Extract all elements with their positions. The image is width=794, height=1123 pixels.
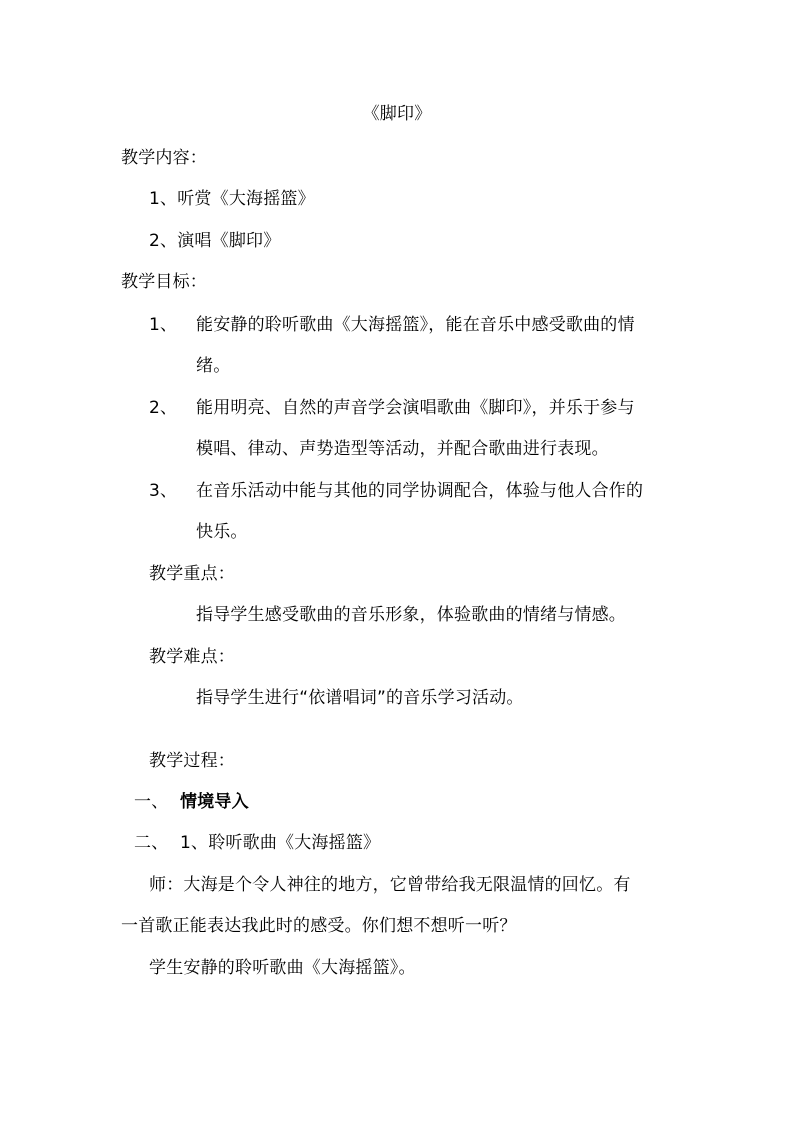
student-line: 学生安静的聆听歌曲《大海摇篮》。	[149, 958, 416, 978]
difficulty-heading: 教学难点：	[149, 647, 235, 667]
goal-3-line-1: 在音乐活动中能与其他的同学协调配合，体验与他人合作的	[196, 481, 644, 501]
goal-3-line-2: 快乐。	[196, 522, 248, 542]
goal-2-line-2: 模唱、律动、声势造型等活动，并配合歌曲进行表现。	[196, 439, 609, 459]
goals-heading: 教学目标：	[121, 272, 207, 292]
goal-1-line-1: 能安静的聆听歌曲《大海摇篮》，能在音乐中感受歌曲的情	[196, 315, 635, 335]
content-item-2: 2、演唱《脚印》	[149, 231, 281, 251]
teacher-line-2: 一首歌正能表达我此时的感受。你们想不想听一听？	[121, 916, 517, 936]
goal-2-line-1: 能用明亮、自然的声音学会演唱歌曲《脚印》，并乐于参与	[196, 398, 635, 418]
process-section-2-number: 二、	[134, 833, 169, 853]
process-section-1-title: 情境导入	[180, 792, 249, 812]
content-heading: 教学内容：	[121, 148, 207, 168]
teacher-line-1: 师：大海是个令人神往的地方，它曾带给我无限温情的回忆。有	[149, 875, 631, 895]
goal-1-number: 1、	[149, 315, 178, 335]
goal-1-line-2: 绪。	[196, 356, 231, 376]
goal-3-number: 3、	[149, 481, 178, 501]
content-item-1: 1、听赏《大海摇篮》	[149, 189, 315, 209]
process-heading: 教学过程：	[149, 751, 235, 771]
goal-2-number: 2、	[149, 398, 178, 418]
key-point-text: 指导学生感受歌曲的音乐形象，体验歌曲的情绪与情感。	[196, 605, 626, 625]
key-point-heading: 教学重点：	[149, 564, 235, 584]
document-title: 《脚印》	[362, 104, 432, 124]
process-section-1-number: 一、	[134, 792, 169, 812]
process-section-2-title: 1、聆听歌曲《大海摇篮》	[180, 833, 381, 853]
difficulty-text: 指导学生进行“依谱唱词”的音乐学习活动。	[196, 688, 524, 708]
